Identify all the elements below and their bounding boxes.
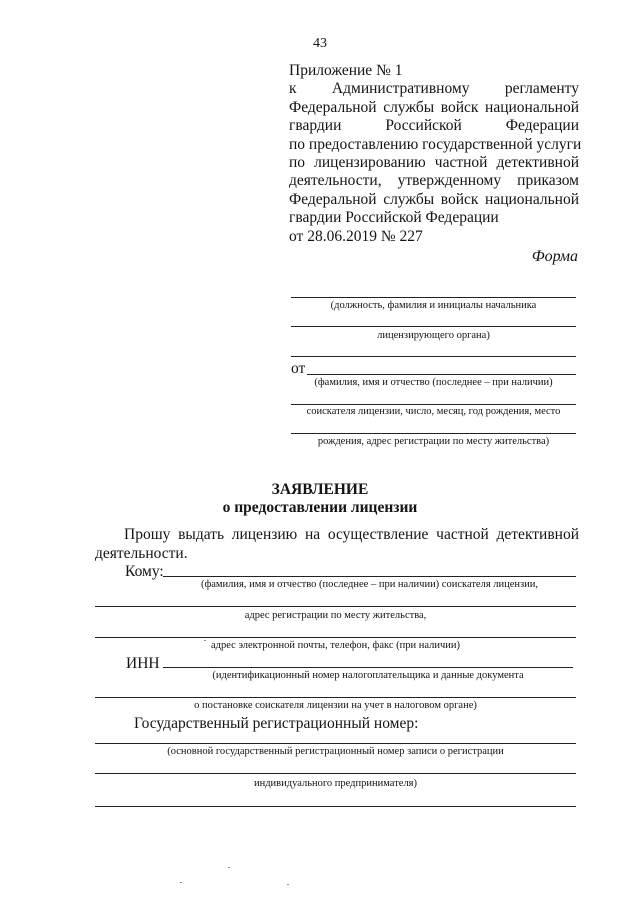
to-line-1[interactable] — [163, 576, 576, 577]
scan-speck — [228, 867, 230, 868]
official-caption-2: лицензирующего органа) — [377, 330, 490, 341]
official-line-2[interactable] — [291, 326, 576, 327]
applicant-caption-2: соискателя лицензии, число, месяц, год рождения, место — [306, 406, 561, 417]
official-line-1[interactable] — [291, 297, 576, 298]
reg-caption-2: индивидуального предпринимателя) — [253, 778, 418, 789]
document-title: ЗАЯВЛЕНИЕ — [271, 481, 369, 498]
to-label: Кому: — [125, 563, 164, 580]
to-line-2[interactable] — [95, 606, 576, 607]
to-caption-3: адрес электронной почты, телефон, факс (при наличии) — [210, 640, 460, 651]
to-caption-2: адрес регистрации по месту жительства, — [244, 610, 427, 621]
appendix-line: по предоставлению государственной услуги — [289, 135, 582, 153]
scan-speck — [204, 640, 206, 641]
scan-speck — [180, 882, 182, 883]
to-line-3[interactable] — [95, 637, 576, 638]
request-text-line-2: деятельности. — [95, 545, 188, 562]
reg-line-1[interactable] — [95, 743, 576, 744]
inn-line-2[interactable] — [95, 697, 576, 698]
appendix-line: гвардии Российской Федерации — [289, 117, 579, 135]
inn-caption-2: о постановке соискателя лицензии на учет в налоговом органе) — [194, 700, 477, 711]
appendix-line: к Административному регламенту — [289, 80, 579, 98]
scan-speck — [287, 884, 289, 885]
applicant-line-2[interactable] — [291, 404, 576, 405]
applicant-line-3[interactable] — [291, 433, 576, 434]
appendix-line: от 28.06.2019 № 227 — [289, 227, 423, 245]
reg-label: Государственный регистрационный номер: — [134, 715, 419, 732]
official-caption-1: (должность, фамилия и инициалы начальника — [330, 300, 537, 311]
reg-line-2[interactable] — [95, 773, 576, 774]
applicant-caption-3: рождения, адрес регистрации по месту жительства) — [317, 436, 550, 447]
inn-caption-1: (идентификационный номер налогоплательщика и данные документа — [212, 670, 524, 681]
appendix-line: Федеральной службы войск национальной — [289, 190, 579, 208]
appendix-line: деятельности, утвержденному приказом — [289, 172, 579, 190]
appendix-line: Федеральной службы войск национальной — [289, 98, 579, 116]
appendix-block — [289, 62, 582, 246]
inn-line-1[interactable] — [163, 667, 573, 668]
document-subtitle: о предоставлении лицензии — [222, 499, 418, 516]
reg-line-3[interactable] — [95, 806, 576, 807]
reg-caption-1: (основной государственный регистрационный номер записи о регистрации — [167, 746, 504, 757]
to-caption-1: (фамилия, имя и отчество (последнее – при наличии) соискателя лицензии, — [200, 579, 539, 590]
from-label: от — [291, 360, 306, 377]
page-number: 43 — [313, 36, 327, 51]
applicant-caption-1: (фамилия, имя и отчество (последнее – при наличии) — [314, 377, 553, 388]
request-text-line-1: Прошу выдать лицензию на осуществление частной детективной — [124, 526, 579, 543]
inn-label: ИНН — [126, 655, 160, 672]
appendix-line: Приложение № 1 — [289, 62, 403, 79]
form-label: Форма — [531, 248, 578, 265]
appendix-line: по лицензированию частной детективной — [289, 154, 579, 172]
applicant-line-0[interactable] — [291, 356, 576, 357]
applicant-line-1[interactable] — [307, 374, 576, 375]
appendix-line: гвардии Российской Федерации — [289, 209, 499, 227]
